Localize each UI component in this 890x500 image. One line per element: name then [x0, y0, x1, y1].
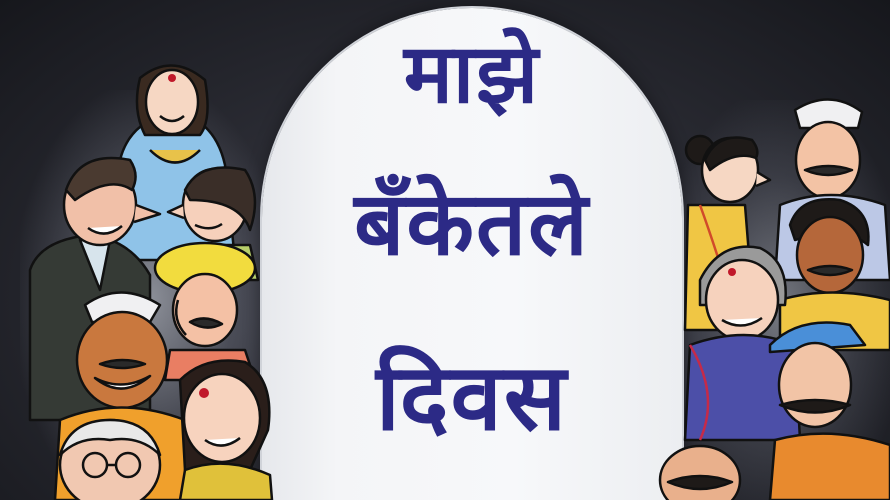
woman-bindi-figure [180, 360, 272, 500]
old-man-glasses-figure [60, 420, 160, 500]
title-line-2: बँकेतले [354, 172, 590, 275]
cartoon-crowd-left [30, 65, 272, 500]
man-bottom-partial-figure [660, 446, 740, 500]
man-yellow-turban-figure [155, 243, 255, 380]
cartoon-crowd-right [660, 99, 890, 500]
title-line-3: दिवस [375, 344, 569, 451]
title-line-1: माझे [403, 27, 541, 122]
